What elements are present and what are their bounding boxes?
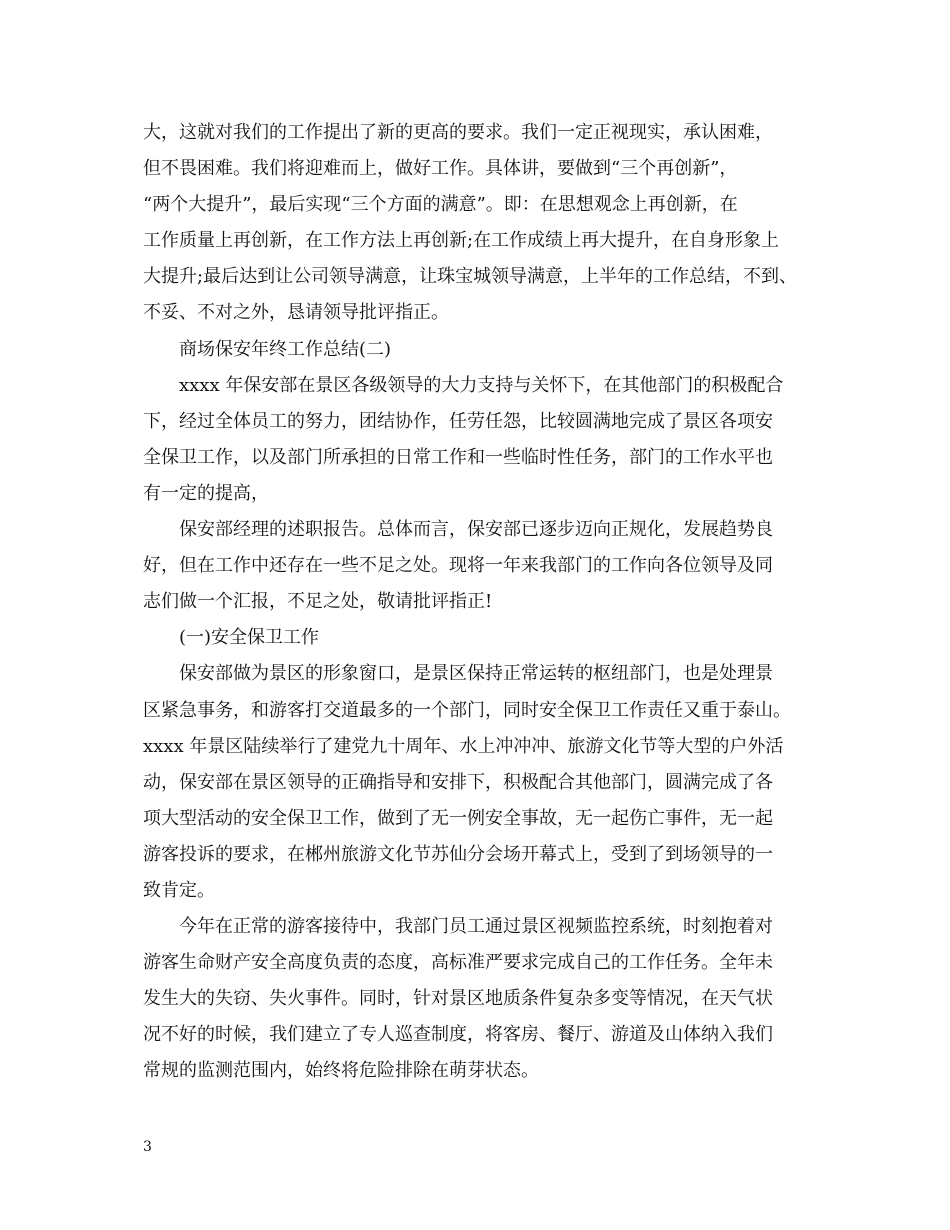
text-line: 不妥、不对之外，恳请领导批评指正。 <box>143 302 449 324</box>
paragraph-start: xxxx 年保安部在景区各级领导的大力支持与关怀下，在其他部门的积极配合 <box>179 374 784 396</box>
text-line: 常规的监测范围内，始终将危险排除在萌芽状态。 <box>143 1060 539 1082</box>
page-number: 3 <box>143 1139 152 1155</box>
text-line: 大，这就对我们的工作提出了新的更高的要求。我们一定正视现实，承认困难， <box>143 122 773 143</box>
paragraph-start: 保安部经理的述职报告。总体而言，保安部已逐步迈向正规化，发展趋势良 <box>179 519 773 541</box>
text-line: 下，经过全体员工的努力，团结协作，任劳任怨，比较圆满地完成了景区各项安 <box>143 410 773 432</box>
text-line: xxxx 年景区陆续举行了建党九十周年、水上冲冲冲、旅游文化节等大型的户外活 <box>143 735 784 757</box>
text-line: 好，但在工作中还存在一些不足之处。现将一年来我部门的工作向各位领导及同 <box>143 555 773 577</box>
text-line: 动，保安部在景区领导的正确指导和安排下，积极配合其他部门，圆满完成了各 <box>143 771 773 793</box>
text-line: 工作质量上再创新，在工作方法上再创新;在工作成绩上再大提升，在自身形象上 <box>143 230 780 252</box>
section-heading: 商场保安年终工作总结(二) <box>179 338 392 360</box>
text-line: 志们做一个汇报，不足之处，敬请批评指正! <box>143 591 493 613</box>
text-line: “两个大提升”，最后实现“三个方面的满意”。即：在思想观念上再创新，在 <box>143 194 738 216</box>
text-line: 区紧急事务，和游客打交道最多的一个部门，同时安全保卫工作责任又重于泰山。 <box>143 699 791 721</box>
paragraph-start: 保安部做为景区的形象窗口，是景区保持正常运转的枢纽部门，也是处理景 <box>179 663 773 685</box>
text-line: 有一定的提高， <box>143 482 269 504</box>
subsection-heading: (一)安全保卫工作 <box>179 627 320 649</box>
text-line: 游客生命财产安全高度负责的态度，高标准严要求完成自己的工作任务。全年未 <box>143 952 773 974</box>
text-line: 发生大的失窃、失火事件。同时，针对景区地质条件复杂多变等情况，在天气状 <box>143 988 773 1010</box>
text-line: 致肯定。 <box>143 879 215 901</box>
text-line: 游客投诉的要求，在郴州旅游文化节苏仙分会场开幕式上，受到了到场领导的一 <box>143 843 773 865</box>
document-body <box>143 115 815 1090</box>
paragraph-start: 今年在正常的游客接待中，我部门员工通过景区视频监控系统，时刻抱着对 <box>179 916 773 938</box>
text-line: 全保卫工作，以及部门所承担的日常工作和一些临时性任务，部门的工作水平也 <box>143 446 773 468</box>
text-line: 但不畏困难。我们将迎难而上，做好工作。具体讲，要做到“三个再创新”， <box>143 158 738 180</box>
text-line: 大提升;最后达到让公司领导满意，让珠宝城领导满意，上半年的工作总结，不到、 <box>143 266 798 288</box>
text-line: 项大型活动的安全保卫工作，做到了无一例安全事故，无一起伤亡事件，无一起 <box>143 807 773 829</box>
text-line: 况不好的时候，我们建立了专人巡查制度，将客房、餐厅、游道及山体纳入我们 <box>143 1024 773 1046</box>
